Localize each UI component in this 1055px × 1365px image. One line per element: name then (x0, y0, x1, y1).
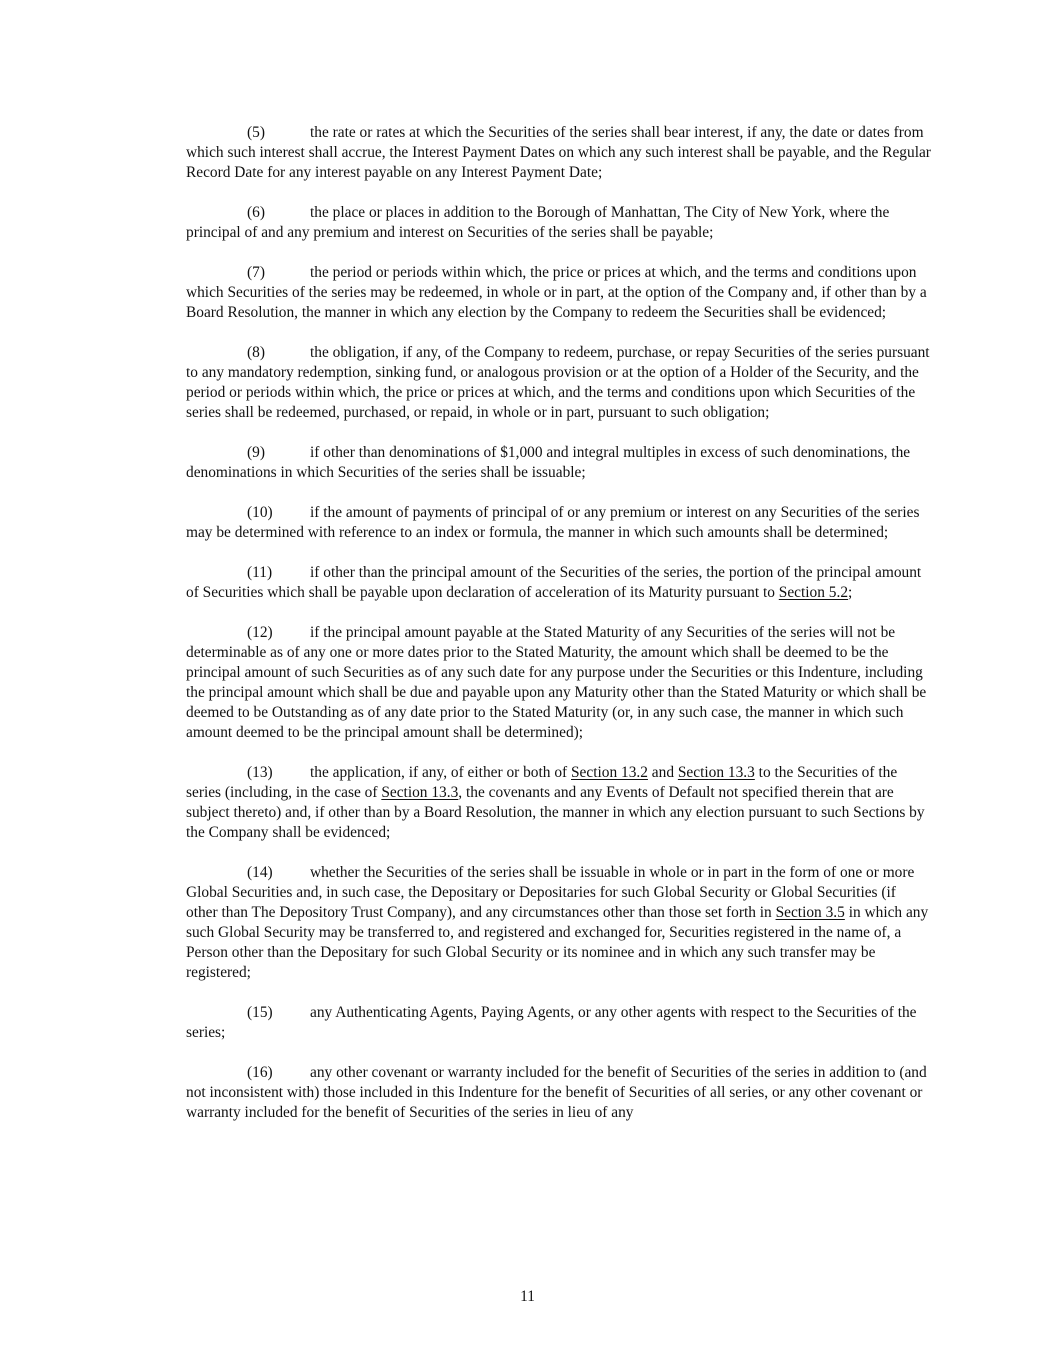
clause-15 (186, 1003, 931, 1043)
clause-text: ; (848, 584, 853, 601)
clause-14 (186, 863, 931, 983)
clause-number: (16) (247, 1064, 273, 1081)
document-page (186, 123, 931, 1143)
clause-text: if the amount of payments of principal of or any premium or interest on any Securities of the series may be determined with reference to an index or formula, the manner in which such amounts shall be determined; (186, 504, 920, 541)
clause-16 (186, 1063, 931, 1123)
clause-text: any other covenant or warranty included for the benefit of Securities of the series in addition to (and not inconsistent with) those included in this Indenture for the benefit of Securities of all series, or any other covenant or warranty included for the benefit of Securities of the series in lieu of any (186, 1064, 927, 1121)
clause-text: the place or places in addition to the Borough of Manhattan, The City of New York, where the principal of and any premium and interest on Securities of the series shall be payable; (186, 204, 890, 241)
clause-text: if other than denominations of $1,000 and integral multiples in excess of such denominations, the denominations in which Securities of the series shall be issuable; (186, 444, 911, 481)
clause-number: (6) (247, 204, 265, 221)
clause-11 (186, 563, 931, 603)
clause-6 (186, 203, 931, 243)
section-reference-link: Section 3.5 (775, 904, 845, 921)
clause-number: (8) (247, 344, 265, 361)
clause-5 (186, 123, 931, 183)
clause-number: (13) (247, 764, 273, 781)
clause-text: the obligation, if any, of the Company to redeem, purchase, or repay Securities of the series pursuant to any mandatory redemption, sinking fund, or analogous provision or at the option of a Holder of the Security, and the period or periods within which, the price or prices at which, and the terms and conditions upon which Securities of the series shall be redeemed, purchased, or repaid, in whole or in part, pursuant to such obligation; (186, 344, 930, 421)
section-reference-link: Section 13.3 (677, 764, 755, 781)
clause-text: the rate or rates at which the Securities of the series shall bear interest, if any, the date or dates from which such interest shall accrue, the Interest Payment Dates on which any such interest shall be payable, and the Regular Record Date for any interest payable on any Interest Payment Date; (186, 124, 931, 181)
clause-text: any Authenticating Agents, Paying Agents, or any other agents with respect to the Securities of the series; (186, 1004, 917, 1041)
clause-12 (186, 623, 931, 743)
clause-text: and (647, 764, 678, 781)
section-reference-link: Section 5.2 (778, 584, 849, 601)
clause-number: (14) (247, 864, 273, 881)
clause-text: if the principal amount payable at the Stated Maturity of any Securities of the series will not be determinable as of any one or more dates prior to the Stated Maturity, the amount which shall be deemed to be the principal amount of such Securities as of any such date for any purpose under the Securities or this Indenture, including the principal amount which shall be due and payable upon any Maturity other than the Stated Maturity or which shall be deemed to be Outstanding as of any date prior to the Stated Maturity (or, in any such case, the manner in which such amount deemed to be the principal amount shall be determined); (186, 624, 927, 741)
page-number: 11 (520, 1288, 535, 1305)
clause-text: the period or periods within which, the price or prices at which, and the terms and conditions upon which Securities of the series may be redeemed, in whole or in part, at the option of the Company and, if other than by a Board Resolution, the manner in which any election by the Company to redeem the Securities shall be evidenced; (186, 264, 927, 321)
clause-text: in which any such Global Security may be transferred to, and registered and exchanged for, Securities registered in the name of, a Person other than the Depositary for such Global Security or its nominee and in which any such transfer may be registered; (186, 904, 929, 981)
clause-7 (186, 263, 931, 323)
clause-number: (12) (247, 624, 273, 641)
clause-number: (11) (247, 564, 273, 581)
clause-text: to the Securities of the series (including, in the case of (186, 764, 898, 801)
section-reference-link: Section 13.3 (381, 784, 459, 801)
clause-text: the application, if any, of either or both of (310, 764, 571, 781)
clause-text: if other than the principal amount of the Securities of the series, the portion of the principal amount of Securities which shall be payable upon declaration of acceleration of its Maturity pursuant to (186, 564, 922, 601)
clause-number: (5) (247, 124, 265, 141)
clause-text: , the covenants and any Events of Default not specified therein that are subject thereto) and, if other than by a Board Resolution, the manner in which any election pursuant to such Sections by the Company shall be evidenced; (186, 784, 925, 841)
clause-10 (186, 503, 931, 543)
clause-13 (186, 763, 931, 843)
clause-number: (15) (247, 1004, 273, 1021)
clause-8 (186, 343, 931, 423)
clause-9 (186, 443, 931, 483)
clause-number: (9) (247, 444, 265, 461)
clause-number: (7) (247, 264, 265, 281)
section-reference-link: Section 13.2 (571, 764, 648, 781)
clause-text: whether the Securities of the series shall be issuable in whole or in part in the form of one or more Global Securities and, in such case, the Depositary or Depositaries for such Global Security or Global Securities (if other than The Depository Trust Company), and any circumstances other than those set forth in (186, 864, 915, 921)
clause-number: (10) (247, 504, 273, 521)
